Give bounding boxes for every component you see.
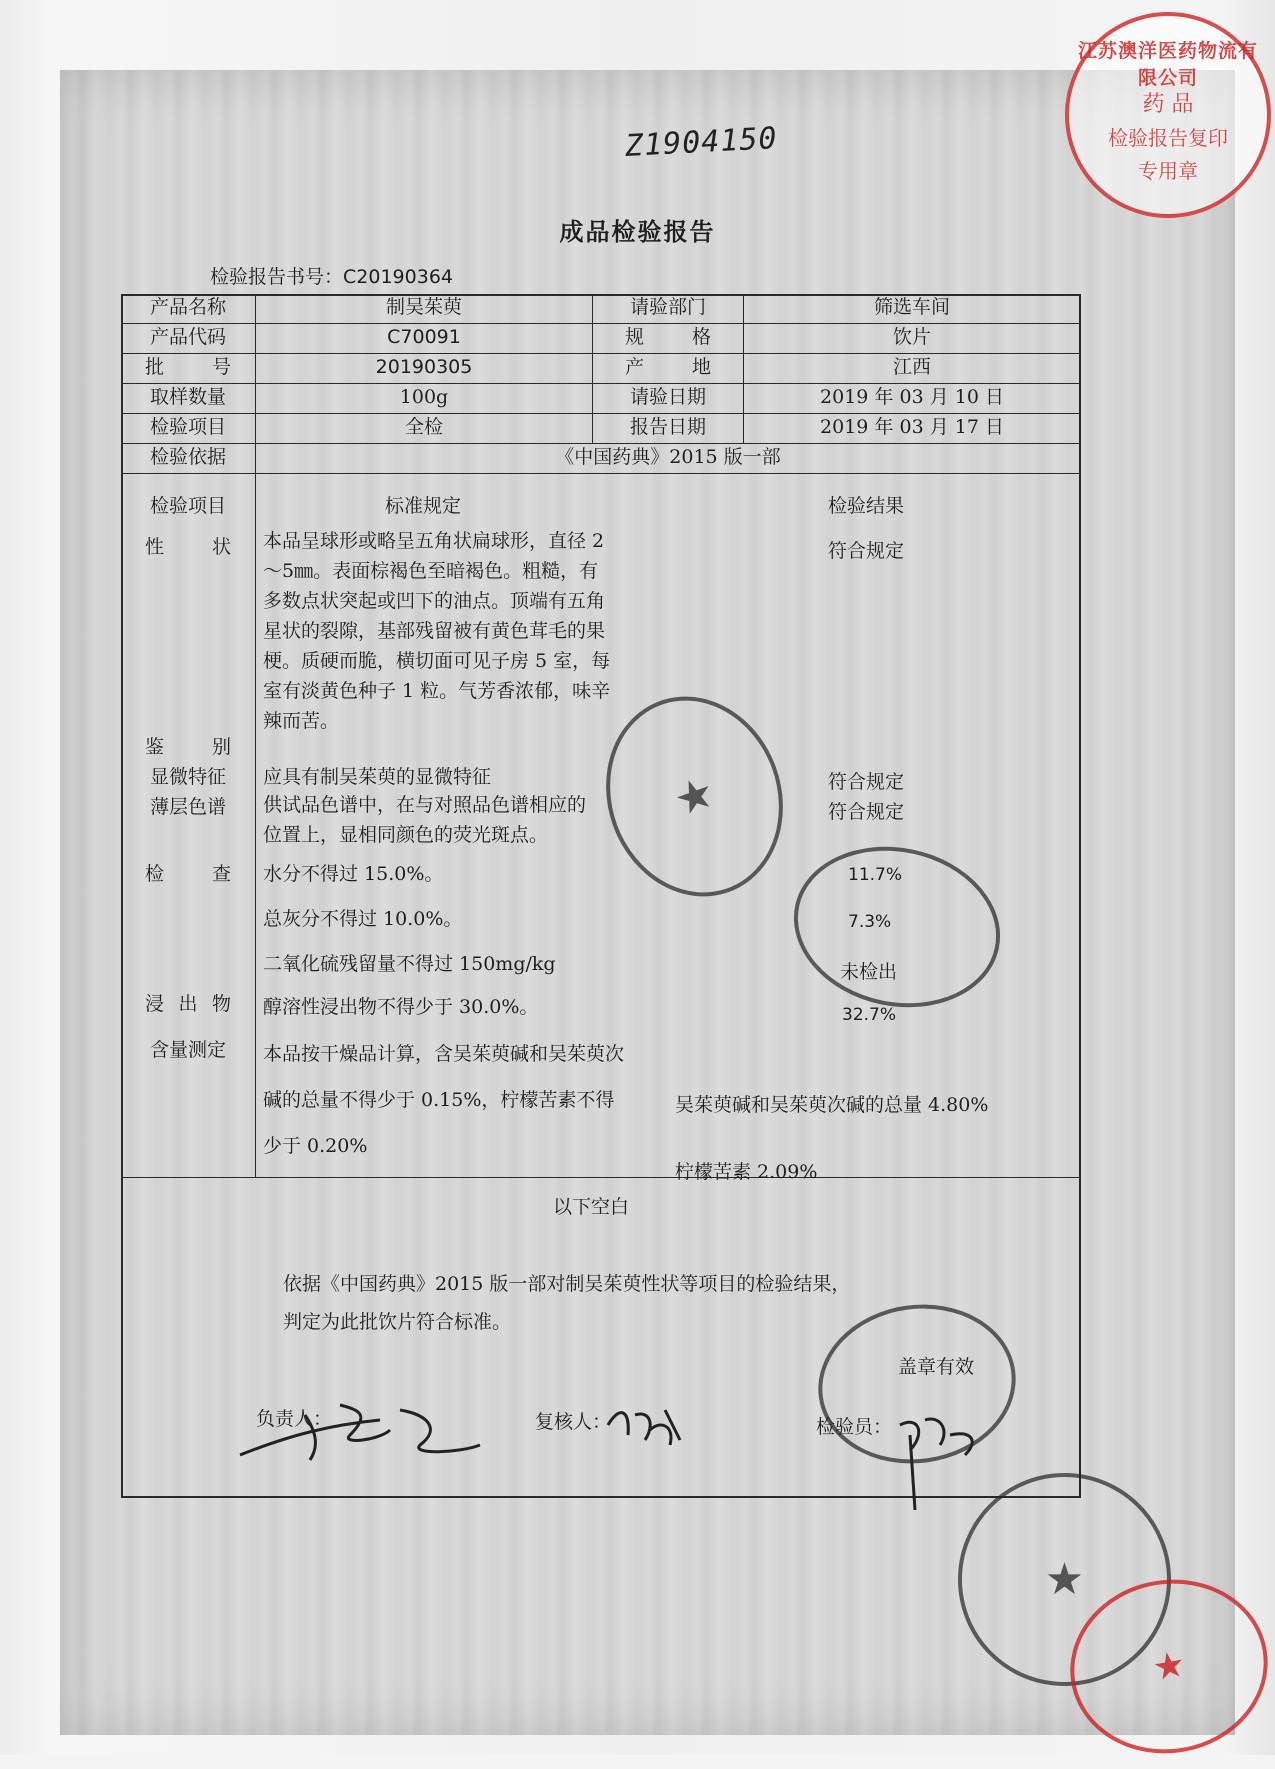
item-extract-standard: 醇溶性浸出物不得少于 30.0%。 xyxy=(263,996,539,1018)
item-appearance-result: 符合规定 xyxy=(828,540,905,562)
seal-valid-note: 盖章有效 xyxy=(898,1356,975,1378)
value-report-date: 2019 年 03 月 17 日 xyxy=(820,416,1004,438)
value-request-dept: 筛选车间 xyxy=(873,296,950,318)
conclusion-line-2: 判定为此批饮片符合标准。 xyxy=(283,1311,512,1333)
value-product-name: 制吴茱萸 xyxy=(385,296,462,318)
report-number-value: C20190364 xyxy=(343,266,453,288)
item-tlc-label: 薄层色谱 xyxy=(149,796,226,818)
seal-star-icon: ★ xyxy=(667,765,722,827)
signature-reviewer xyxy=(600,1395,690,1455)
detail-header-item: 检验项目 xyxy=(149,495,226,517)
signer-inspector-label: 检验员： xyxy=(816,1416,893,1438)
detail-header-result: 检验结果 xyxy=(828,495,905,517)
label-inspect-item: 检验项目 xyxy=(149,416,226,438)
table-column-rule xyxy=(255,294,256,1177)
value-basis: 《中国药典》2015 版一部 xyxy=(555,446,781,468)
item-assay-standard: 本品按干燥品计算，含吴茱萸碱和吴茱萸次碱的总量不得少于 0.15%，柠檬苦素不得少于 0.20% xyxy=(263,1043,625,1157)
seal-star-icon: ★ xyxy=(1044,1553,1085,1605)
label-batch-no: 批号 xyxy=(145,356,231,378)
item-tlc-result: 符合规定 xyxy=(828,801,905,823)
conclusion-line-1: 依据《中国药典》2015 版一部对制吴茱萸性状等项目的检验结果， xyxy=(283,1273,851,1295)
signature-responsible xyxy=(230,1385,490,1465)
copy-seal-line-1: 药 品 xyxy=(1142,91,1194,117)
report-title: 成品检验报告 xyxy=(559,218,716,246)
table-rule xyxy=(121,473,1081,474)
item-checks-label: 检查 xyxy=(145,863,231,885)
item-microscopic-standard: 应具有制吴茱萸的显微特征 xyxy=(263,766,492,788)
item-appearance-standard: 本品呈球形或略呈五角状扁球形，直径 2～5㎜。表面棕褐色至暗褐色。粗糙，有多数点状突起或凹下的油点。顶端有五角星状的裂隙，基部残留被有黄色茸毛的果梗。质硬而脆，横切面可见子房 5 室，每室有淡黄色种子 1 粒。气芳香浓郁，味辛辣而苦。 xyxy=(263,530,611,732)
label-sample-qty: 取样数量 xyxy=(149,386,226,408)
label-request-date: 请验日期 xyxy=(629,386,706,408)
value-batch-no: 20190305 xyxy=(375,356,473,378)
label-request-dept: 请验部门 xyxy=(629,296,706,318)
table-rule xyxy=(121,383,1081,384)
check-ash-result: 7.3% xyxy=(848,912,892,932)
check-moisture-standard: 水分不得过 15.0%。 xyxy=(263,863,444,885)
copy-seal-stamp xyxy=(1065,12,1271,218)
table-column-rule xyxy=(743,294,744,444)
value-product-code: C70091 xyxy=(387,326,461,348)
table-rule xyxy=(121,353,1081,354)
seal-star-icon: ★ xyxy=(1149,1643,1189,1689)
copy-seal-line-3: 专用章 xyxy=(1138,158,1198,183)
table-rule xyxy=(121,413,1081,414)
table-rule xyxy=(121,323,1081,324)
signer-reviewer-label: 复核人： xyxy=(535,1411,612,1433)
report-number xyxy=(210,262,453,289)
label-origin: 产地 xyxy=(625,356,711,378)
check-so2-result: 未检出 xyxy=(840,961,898,983)
handwritten-note: Z1904150 xyxy=(624,121,779,164)
value-sample-qty: 100g xyxy=(399,386,449,408)
table-rule xyxy=(121,443,1081,444)
item-microscopic-label: 显微特征 xyxy=(149,766,226,788)
item-identification-label: 鉴别 xyxy=(145,736,231,758)
blank-below-note: 以下空白 xyxy=(553,1196,630,1218)
item-assay-label: 含量测定 xyxy=(149,1039,226,1061)
item-appearance-label: 性状 xyxy=(145,536,231,558)
value-origin: 江西 xyxy=(892,356,931,378)
item-assay-result1: 吴茱萸碱和吴茱萸次碱的总量 4.80% xyxy=(675,1094,989,1116)
value-inspect-item: 全检 xyxy=(404,416,443,438)
copy-seal-line-2: 检验报告复印 xyxy=(1108,125,1228,150)
check-ash-standard: 总灰分不得过 10.0%。 xyxy=(263,908,463,930)
label-product-name: 产品名称 xyxy=(149,296,226,318)
detail-header-standard: 标准规定 xyxy=(385,495,462,517)
copy-seal-company: 江苏澳洋医药物流有限公司 xyxy=(1077,40,1258,89)
value-spec: 饮片 xyxy=(892,326,931,348)
item-microscopic-result: 符合规定 xyxy=(828,771,905,793)
value-request-date: 2019 年 03 月 10 日 xyxy=(820,386,1004,408)
table-column-rule xyxy=(592,294,593,444)
label-report-date: 报告日期 xyxy=(629,416,706,438)
item-assay-result2: 柠檬苦素 2.09% xyxy=(675,1161,818,1183)
label-basis: 检验依据 xyxy=(149,446,226,468)
report-number-label: 检验报告书号： xyxy=(210,266,344,288)
table-rule xyxy=(121,1177,1081,1178)
item-extract-result: 32.7% xyxy=(842,1005,897,1025)
item-tlc-standard: 供试品色谱中，在与对照品色谱相应的位置上，显相同颜色的荧光斑点。 xyxy=(263,794,587,846)
item-extract-label: 浸出物 xyxy=(145,993,231,1015)
check-moisture-result: 11.7% xyxy=(848,865,903,885)
label-product-code: 产品代码 xyxy=(149,326,226,348)
signer-responsible-label: 负责人： xyxy=(256,1408,333,1430)
label-spec: 规格 xyxy=(625,326,711,348)
check-so2-standard: 二氧化硫残留量不得过 150mg/kg xyxy=(263,953,556,975)
